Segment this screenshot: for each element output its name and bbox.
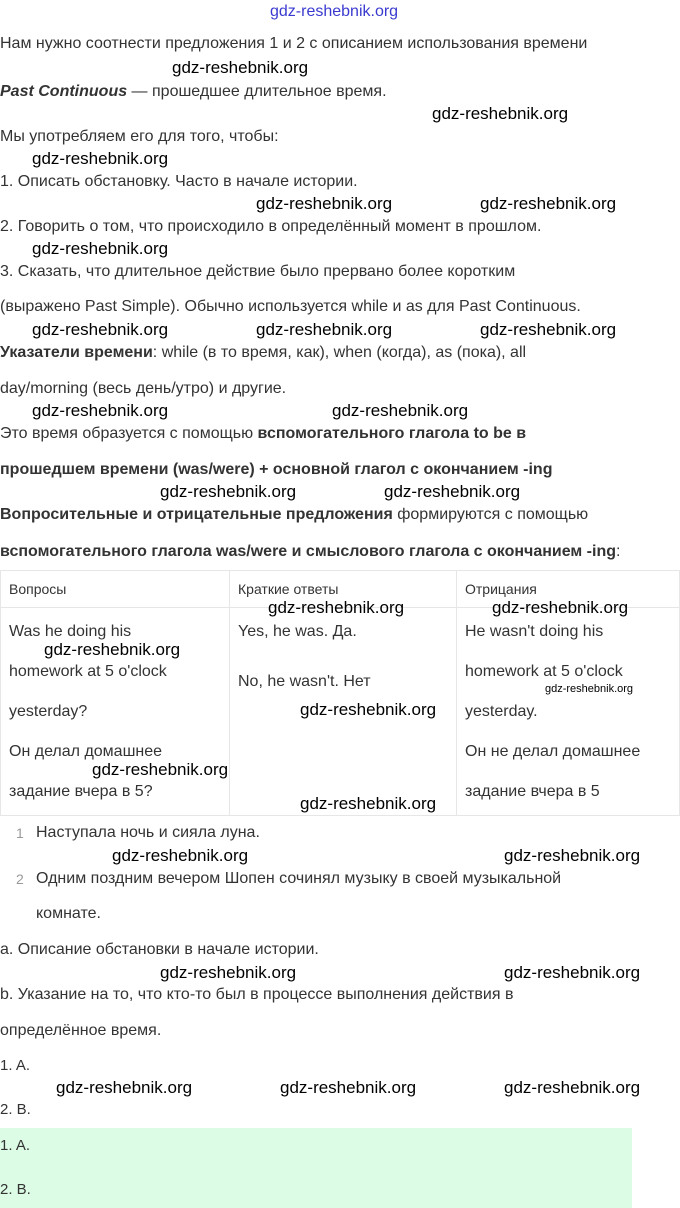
answer-box-line: 2. B.: [0, 1181, 31, 1198]
uses-intro: Мы употребляем его для того, чтобы:: [0, 128, 279, 145]
intro-text: Нам нужно соотнести предложения 1 и 2 с описанием использования времени: [0, 35, 588, 52]
time-markers: [0, 343, 526, 363]
sentence: Одним поздним вечером Шопен сочинял музыку в своей музыкальной: [36, 870, 562, 887]
watermark: gdz-reshebnik.org: [92, 760, 229, 779]
watermark: gdz-reshebnik.org: [112, 846, 249, 865]
watermark: gdz-reshebnik.org: [32, 401, 169, 420]
watermark: gdz-reshebnik.org: [160, 963, 297, 982]
watermark: gdz-reshebnik.org: [160, 482, 297, 501]
cell-line: Он не делал домашнее: [465, 743, 641, 760]
answer-box: [0, 1128, 632, 1208]
watermark: gdz-reshebnik.org: [32, 239, 169, 258]
option-b-cont: определённое время.: [0, 1022, 162, 1039]
questions-rule: [0, 505, 588, 525]
answer-box-line: 1. A.: [0, 1137, 31, 1154]
formation: [0, 424, 526, 444]
watermark: gdz-reshebnik.org: [480, 194, 617, 213]
questions-text: формируются с помощью: [392, 506, 589, 523]
table-header: Вопросы: [1, 571, 230, 608]
watermark: gdz-reshebnik.org: [256, 320, 393, 339]
watermark: gdz-reshebnik.org: [432, 104, 569, 123]
table-header: Отрицания: [457, 571, 680, 608]
formation-line2: прошедшем времени (was/were) + основной глагол с окончанием -ing: [0, 461, 553, 478]
definition-term: Past Continuous: [0, 83, 128, 100]
watermark: gdz-reshebnik.org: [56, 1078, 193, 1097]
cell-line: homework at 5 o'clock: [465, 663, 623, 680]
cell-line: Was he doing his: [9, 623, 132, 640]
sentence: Наступала ночь и сияла луна.: [36, 824, 260, 841]
watermark-header: gdz-reshebnik.org: [270, 3, 399, 20]
cell-line: Yes, he was. Да.: [238, 623, 357, 640]
watermark: gdz-reshebnik.org: [256, 194, 393, 213]
cell-line: задание вчера в 5: [465, 783, 600, 800]
use-item: 2. Говорить о том, что происходило в определённый момент в прошлом.: [0, 218, 542, 235]
formation-text: Это время образуется с помощью: [0, 425, 258, 442]
cell-line: Он делал домашнее: [9, 743, 163, 760]
watermark: gdz-reshebnik.org: [268, 598, 405, 617]
sentence-number: 2: [16, 871, 24, 887]
cell-line: homework at 5 o'clock: [9, 663, 167, 680]
watermark: gdz-reshebnik.org: [332, 401, 469, 420]
cell-line: yesterday.: [465, 703, 538, 720]
watermark: gdz-reshebnik.org: [300, 794, 437, 813]
watermark: gdz-reshebnik.org: [480, 320, 617, 339]
cell-line: He wasn't doing his: [465, 623, 604, 640]
cell-line: No, he wasn't. Нет: [238, 673, 371, 690]
answer: 2. B.: [0, 1101, 31, 1118]
watermark: gdz-reshebnik.org: [384, 482, 521, 501]
watermark: gdz-reshebnik.org: [504, 1078, 641, 1097]
use-item: 3. Сказать, что длительное действие было прервано более коротким: [0, 263, 516, 280]
cell-line: yesterday?: [9, 703, 88, 720]
definition-text: — прошедшее длительное время.: [127, 83, 387, 100]
table-header: Краткие ответы: [230, 571, 457, 608]
watermark: gdz-reshebnik.org: [504, 963, 641, 982]
watermark: gdz-reshebnik.org: [32, 320, 169, 339]
colon: :: [616, 543, 621, 560]
use-item: 1. Описать обстановку. Часто в начале истории.: [0, 173, 358, 190]
definition: [0, 82, 387, 102]
watermark: gdz-reshebnik.org: [492, 598, 629, 617]
use-item: (выражено Past Simple). Обычно используется while и as для Past Continuous.: [0, 298, 581, 315]
table-cell-questions: [1, 608, 230, 816]
time-markers-label: Указатели времени: [0, 344, 153, 361]
answer: 1. A.: [0, 1057, 31, 1074]
formation-bold: вспомогательного глагола to be в: [257, 425, 527, 442]
watermark: gdz-reshebnik.org: [44, 640, 181, 659]
table-cell-negatives: [457, 608, 680, 816]
time-markers-line2: day/morning (весь день/утро) и другие.: [0, 380, 287, 397]
watermark: gdz-reshebnik.org: [504, 846, 641, 865]
sentence-number: 1: [16, 825, 24, 841]
sentence-cont: комнате.: [36, 905, 101, 922]
watermark: gdz-reshebnik.org: [172, 58, 309, 77]
watermark: gdz-reshebnik.org: [545, 683, 634, 695]
watermark: gdz-reshebnik.org: [32, 149, 169, 168]
cell-line: задание вчера в 5?: [9, 783, 153, 800]
option-a: a. Описание обстановки в начале истории.: [0, 941, 319, 958]
watermark: gdz-reshebnik.org: [280, 1078, 417, 1097]
questions-bold: Вопросительные и отрицательные предложения: [0, 506, 393, 523]
watermark: gdz-reshebnik.org: [300, 700, 437, 719]
time-markers-text: : while (в то время, как), when (когда), as (пока), all: [152, 344, 527, 361]
questions-line2-bold: вспомогательного глагола was/were и смыслового глагола с окончанием -ing: [0, 543, 616, 560]
questions-line2: [0, 542, 620, 562]
option-b: b. Указание на то, что кто-то был в процессе выполнения действия в: [0, 986, 514, 1003]
